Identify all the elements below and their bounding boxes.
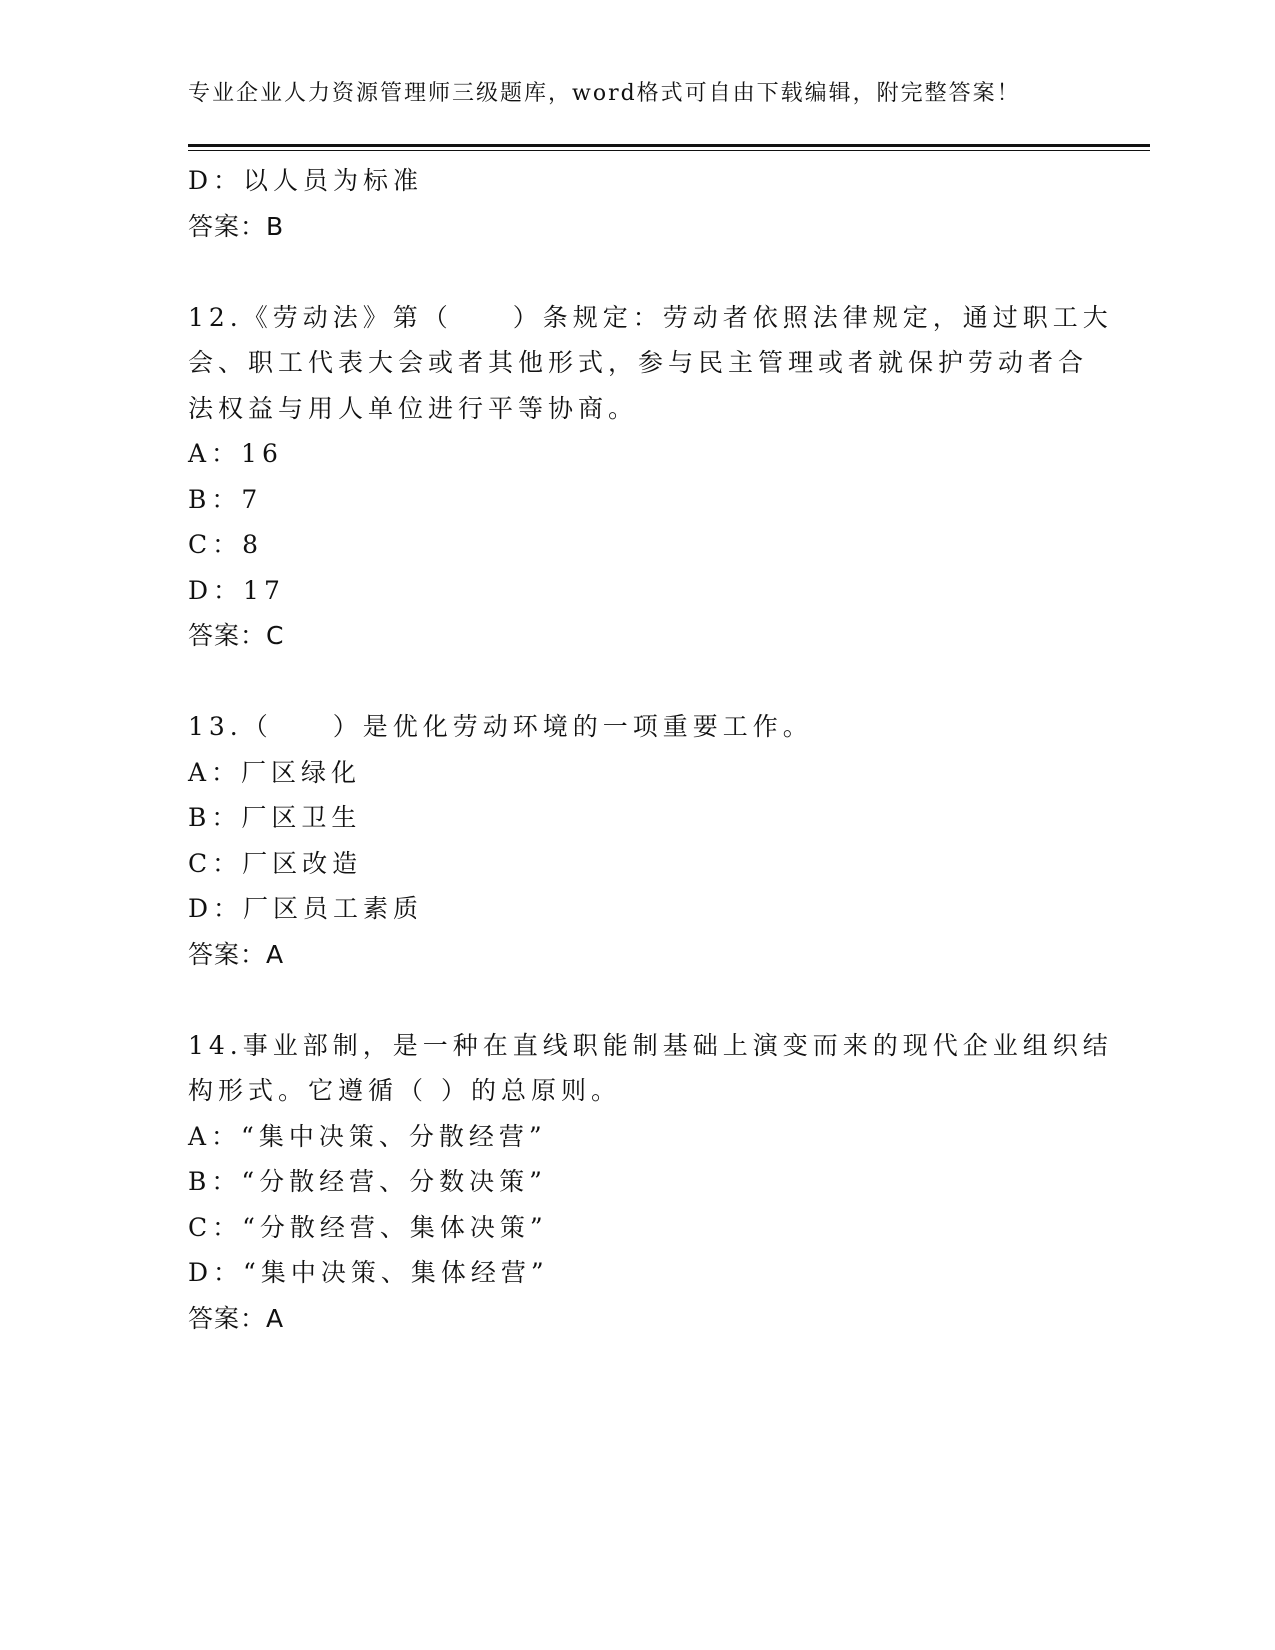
question-content (188, 158, 1113, 1341)
question-14-option-a: A：“集中决策、分散经营” (188, 1121, 547, 1151)
question-14-line-1: 14.事业部制，是一种在直线职能制基础上演变而来的现代企业组织结 (188, 1030, 1113, 1060)
prev-answer: 答案：B (188, 211, 285, 241)
question-12-line-1: 12.《劳动法》第（ ）条规定：劳动者依照法律规定，通过职工大 (188, 302, 1113, 332)
question-12-option-b: B：7 (188, 484, 263, 514)
question-14-option-c: C：“分散经营、集体决策” (188, 1212, 548, 1242)
question-14-line-2: 构形式。它遵循（ ）的总原则。 (188, 1076, 621, 1105)
header-rule-thin (188, 150, 1150, 151)
question-14-answer: 答案：A (188, 1303, 285, 1333)
spacer (188, 977, 1078, 1023)
prev-option-d: D：以人员为标准 (188, 166, 424, 195)
page-header: 专业企业人力资源管理师三级题库，word格式可自由下载编辑，附完整答案！ (188, 81, 1021, 106)
question-13-answer: 答案：A (188, 939, 285, 969)
question-12-option-d: D：17 (188, 575, 285, 605)
spacer (188, 659, 1078, 705)
question-13-option-c: C：厂区改造 (188, 848, 363, 878)
spacer (188, 249, 1078, 295)
question-12-line-2: 会、职工代表大会或者其他形式，参与民主管理或者就保护劳动者合 (188, 348, 1089, 377)
question-13 (188, 704, 1078, 977)
question-14-option-d: D：“集中决策、集体经营” (188, 1258, 549, 1287)
question-13-line-1: 13.（ ）是优化劳动环境的一项重要工作。 (188, 712, 813, 741)
question-12-line-3: 法权益与用人单位进行平等协商。 (188, 393, 639, 423)
question-13-option-a: A：厂区绿化 (188, 757, 362, 787)
question-12-answer: 答案：C (188, 621, 285, 650)
question-12-option-c: C：8 (188, 530, 264, 559)
question-13-option-b: B：厂区卫生 (188, 803, 362, 832)
question-12-option-a: A：16 (188, 439, 283, 468)
question-13-option-d: D：厂区员工素质 (188, 894, 424, 923)
question-14-option-b: B：“分散经营、分数决策” (188, 1167, 547, 1196)
header-rule-thick (188, 144, 1150, 147)
question-14 (188, 1023, 1113, 1342)
question-12 (188, 295, 1113, 659)
